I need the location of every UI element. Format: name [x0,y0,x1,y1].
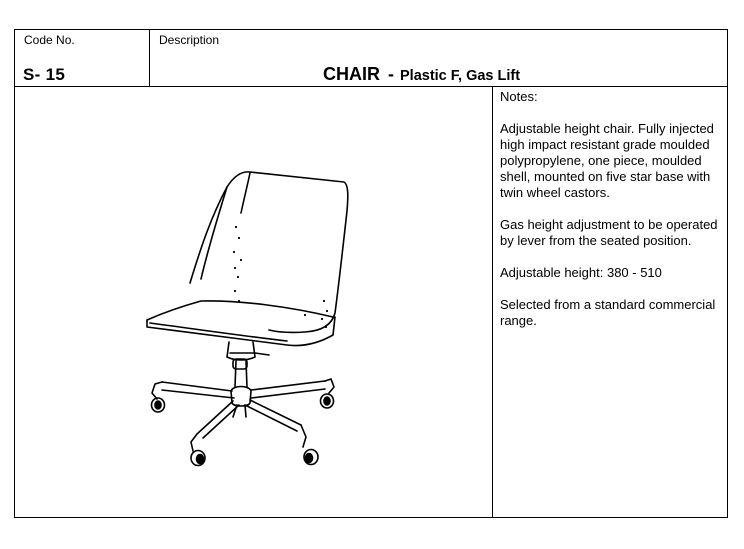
product-title [323,64,520,85]
notes-paragraph: Adjustable height: 380 - 510 [500,265,662,280]
chair-drawing-icon [15,87,491,517]
notes-paragraph: Selected from a standard commercial range. [500,297,716,328]
notes-panel [500,89,726,345]
code-value: S- 15 [23,65,66,84]
notes-paragraph: Adjustable height chair. Fully injected high impact resistant grade moulded polypropylene, one piece, moulded shell, mounted on five star base with twin wheel castors. [500,121,714,200]
header-divider [149,30,150,86]
notes-divider [492,86,493,517]
title-main: CHAIR [323,64,380,84]
description-label: Description [159,33,220,47]
chair-illustration [15,87,491,517]
title-sub: Plastic F, Gas Lift [400,68,521,84]
notes-paragraph: Gas height adjustment to be operated by lever from the seated position. [500,217,718,248]
spec-sheet [14,29,728,518]
notes-heading: Notes: [500,89,538,104]
code-label: Code No. [24,33,75,47]
title-separator: - [388,64,394,84]
